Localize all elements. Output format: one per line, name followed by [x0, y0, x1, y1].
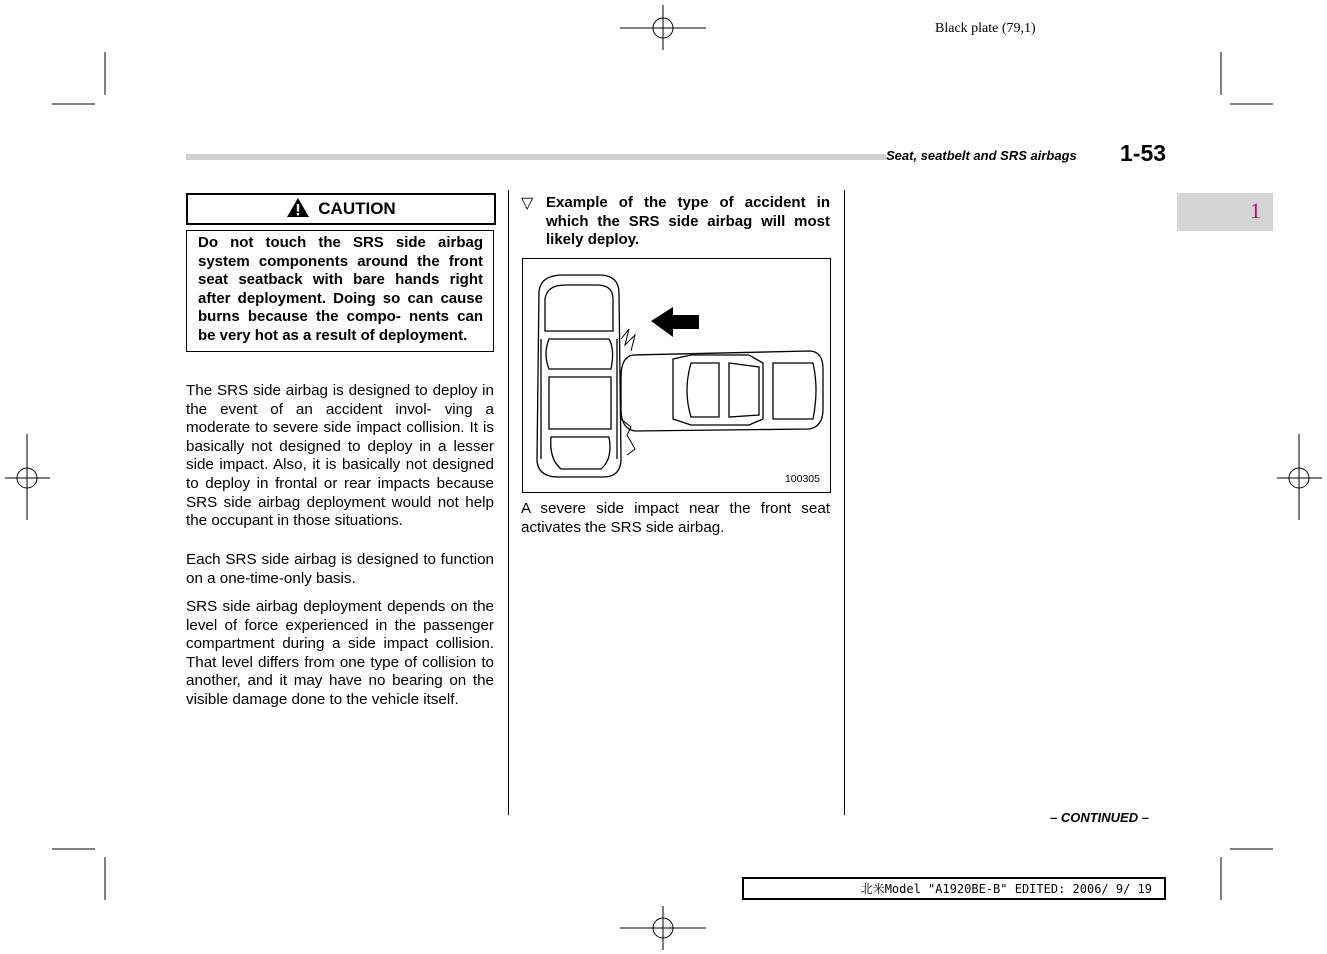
example-title: Example of the type of accident in which the SRS side airbag will most likely deploy.: [546, 194, 830, 248]
caution-body: Do not touch the SRS side airbag system components around the front seat seatback with bare hands right after deployment. Doing so can cause burns because the compo- nents can be very hot as a result of deployment.: [186, 230, 494, 352]
side-impact-diagram: [523, 259, 830, 492]
column-divider-1: [508, 190, 509, 815]
figure-code: 100305: [784, 473, 820, 485]
header-rule: [186, 154, 886, 160]
continued-label: – CONTINUED –: [1050, 810, 1149, 825]
footer-text: 北米Model "A1920BE-B" EDITED: 2006/ 9/ 19: [860, 882, 1152, 896]
warning-triangle-icon: [286, 197, 310, 218]
impact-direction-arrow: [651, 307, 699, 337]
plate-label: Black plate (79,1): [935, 21, 1036, 36]
figure-caption: A severe side impact near the front seat activates the SRS side airbag.: [521, 500, 830, 536]
caution-heading-text: CAUTION: [318, 199, 396, 218]
caution-heading: [186, 193, 496, 225]
footer-box: [742, 877, 1166, 900]
section-title: Seat, seatbelt and SRS airbags: [886, 148, 1077, 163]
triangle-bullet-icon: ▽: [521, 195, 534, 212]
column-divider-2: [844, 190, 845, 815]
paragraph: Each SRS side airbag is designed to function on a one-time-only basis.: [186, 551, 494, 587]
page-number: 1-53: [1120, 140, 1167, 166]
chapter-number: 1: [1250, 198, 1261, 223]
chapter-tab[interactable]: [1177, 193, 1273, 231]
accident-illustration: [522, 258, 831, 493]
paragraph: SRS side airbag deployment depends on the level of force experienced in the passenger compartment during a side impact collision. That level differs from one type of collision to another, and it may have no bearing on the visible damage done to the vehicle itself.: [186, 598, 494, 708]
paragraph: The SRS side airbag is designed to deploy in the event of an accident invol- ving a moderate to severe side impact collision. It is basically not designed to deploy in a lesser side impact. Also, it is basically not designed to deploy in frontal or rear impacts because SRS side airbag deployment would not help the occupant in those situations.: [186, 382, 494, 530]
